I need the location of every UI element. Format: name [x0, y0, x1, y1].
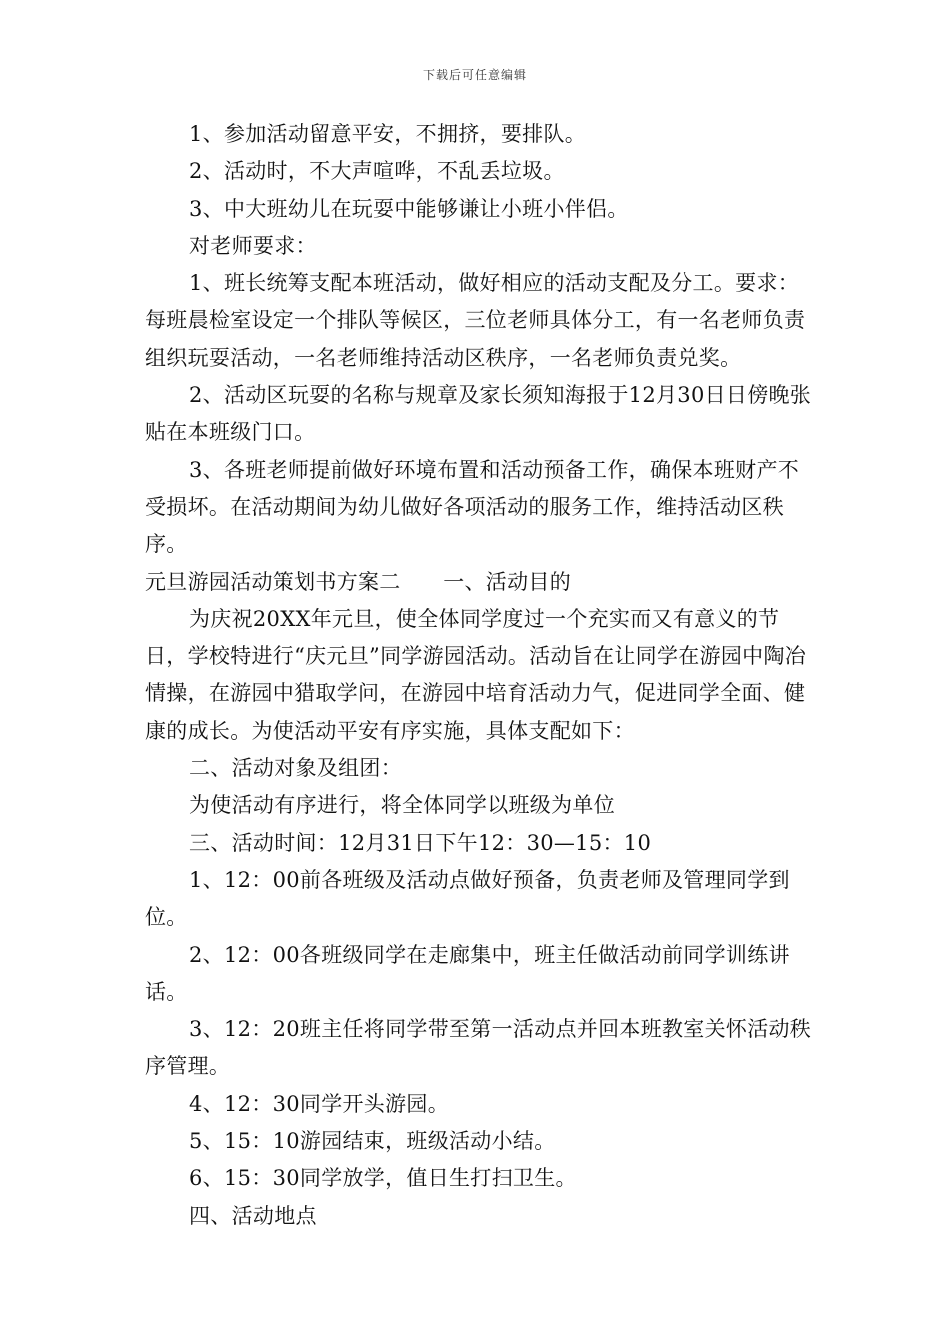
- paragraph: 1、12：00前各班级及活动点做好预备，负责老师及管理同学到位。: [145, 867, 790, 930]
- document-body: [145, 116, 815, 1235]
- paragraph: 2、活动区玩耍的名称与规章及家长须知海报于12月30日日傍晚张贴在本班级门口。: [145, 383, 812, 445]
- paragraph: 2、12：00各班级同学在走廊集中，班主任做活动前同学训练讲话。: [145, 942, 790, 1004]
- paragraph: 1、参加活动留意平安，不拥挤，要排队。: [189, 122, 587, 146]
- section-heading: 二、活动对象及组团：: [189, 756, 402, 781]
- paragraph: 6、15：30同学放学，值日生打扫卫生。: [189, 1166, 577, 1191]
- paragraph: 为庆祝20XX年元旦，使全体同学度过一个充实而又有意义的节日，学校特进行“庆元旦”同学游园活动。活动旨在让同学在游园中陶冶情操，在游园中猎取学问，在游园中培育活动力气，促进同学全面、健康的成长。为使活动平安有序实施，具体支配如下：: [145, 606, 807, 743]
- paragraph: 2、活动时，不大声喧哗，不乱丢垃圾。: [189, 159, 565, 184]
- section-heading: 对老师要求：: [189, 233, 317, 258]
- paragraph: 3、中大班幼儿在玩耍中能够谦让小班小伴侣。: [189, 196, 629, 221]
- paragraph: 3、12：20班主任将同学带至第一活动点并回本班教室关怀活动秩序管理。: [145, 1017, 812, 1079]
- page-header: 下载后可任意编辑: [422, 68, 527, 82]
- paragraph: 5、15：10游园结束，班级活动小结。: [189, 1129, 556, 1154]
- paragraph: 为使活动有序进行，将全体同学以班级为单位: [189, 793, 615, 818]
- paragraph: 1、班长统筹支配本班活动，做好相应的活动支配及分工。要求：每班晨检室设定一个排队等候区，三位老师具体分工，有一名老师负责组织玩耍活动，一名老师维持活动区秩序，一名老师负责兑奖。: [145, 271, 806, 370]
- section-heading: 四、活动地点: [189, 1203, 317, 1228]
- paragraph: 4、12：30同学开头游园。: [189, 1091, 450, 1116]
- paragraph: 3、各班老师提前做好环境布置和活动预备工作，确保本班财产不受损坏。在活动期间为幼儿做好各项活动的服务工作，维持活动区秩序。: [145, 457, 800, 557]
- section-heading: 元旦游园活动策划书方案二 一、活动目的: [145, 569, 571, 594]
- section-heading: 三、活动时间：12月31日下午12：30—15：10: [189, 830, 652, 855]
